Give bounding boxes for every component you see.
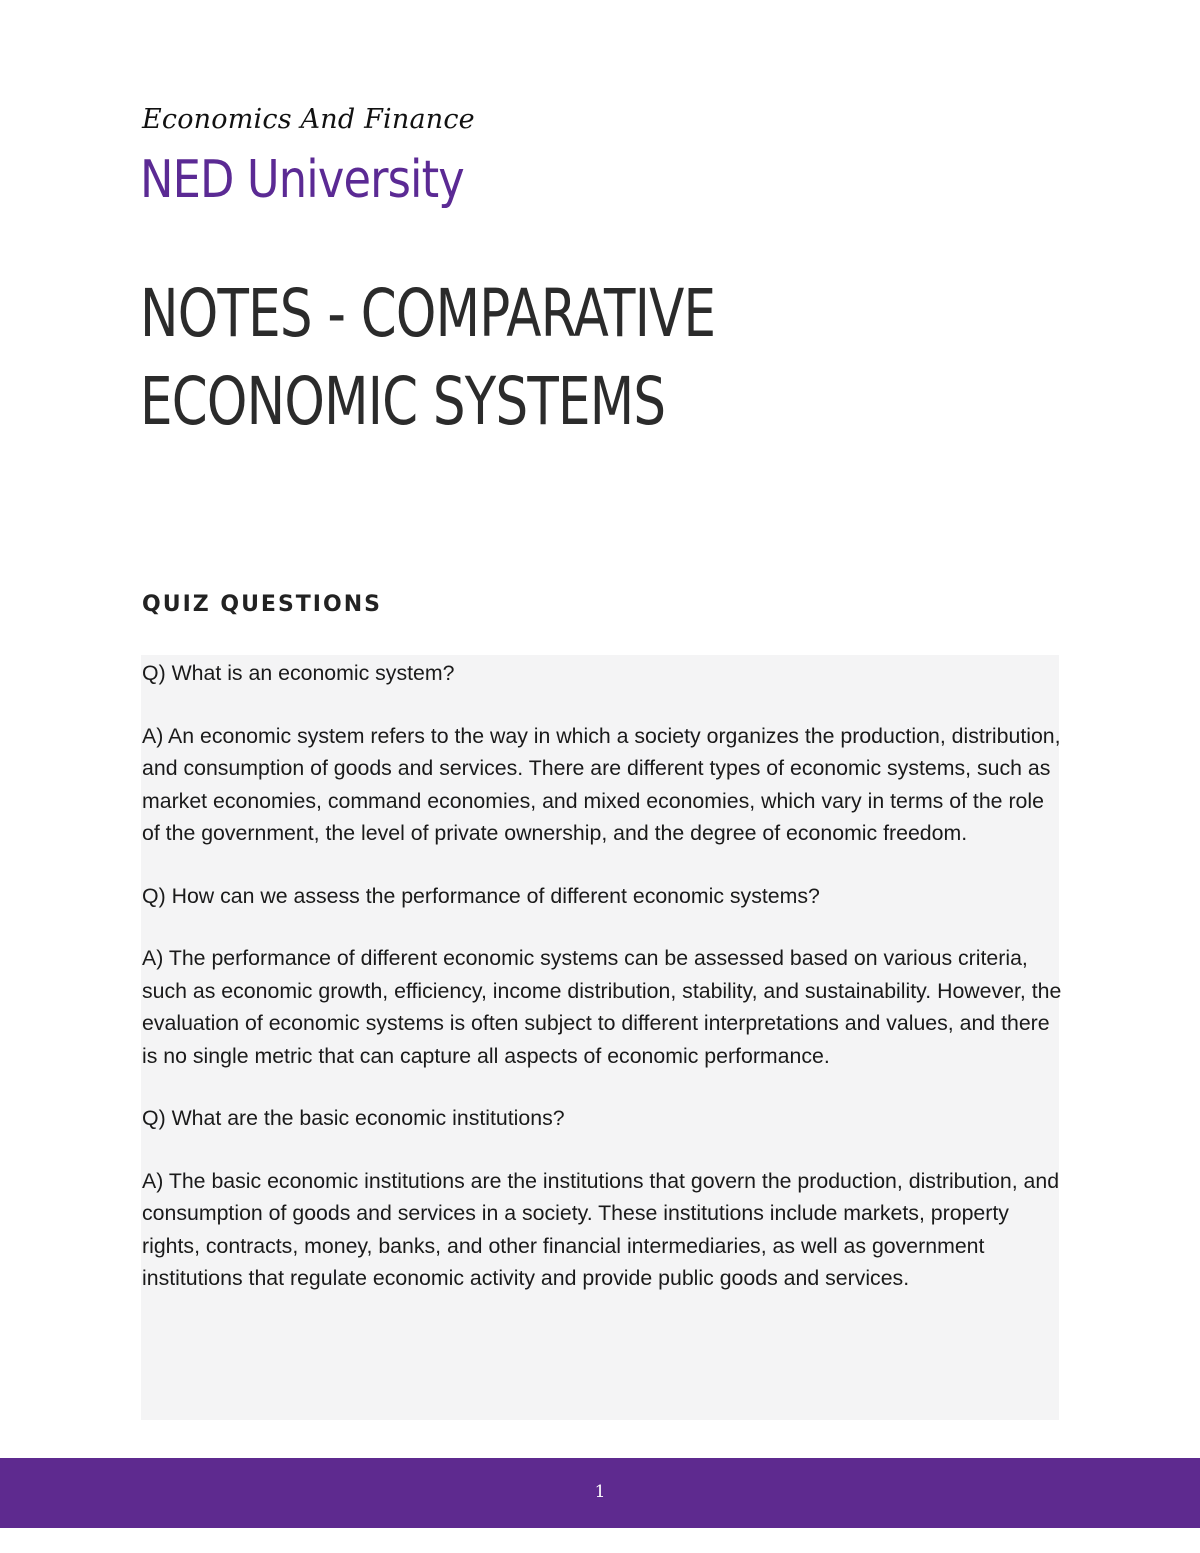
qa-panel — [142, 657, 1062, 1325]
university-name: NED University — [140, 150, 464, 210]
page-footer — [0, 1458, 1200, 1528]
answer-1: A) An economic system refers to the way in which a society organizes the production, distribution, and consumption of goods and services. There are different types of economic systems, such as market economies, command economies, and mixed economies, which vary in terms of the role of the government, the level of private ownership, and the degree of economic freedom. — [142, 723, 1061, 845]
subject-label: Economics And Finance — [142, 104, 475, 135]
question-2: Q) How can we assess the performance of different economic systems? — [142, 883, 820, 908]
answer-2: A) The performance of different economic systems can be assessed based on various criteria, such as economic growth, efficiency, income distribution, stability, and sustainability. However, the evaluation of economic systems is often subject to different interpretations and values, and there is no single metric that can capture all aspects of economic performance. — [142, 946, 1062, 1068]
answer-3: A) The basic economic institutions are the institutions that govern the production, distribution, and consumption of goods and services in a society. These institutions include markets, property rights, contracts, money, banks, and other financial intermediaries, as well as government institutions that regulate economic activity and provide public goods and services. — [142, 1168, 1060, 1290]
page-number: 1 — [594, 1482, 606, 1502]
document-title: NOTES - COMPARATIVE ECONOMIC SYSTEMS — [140, 275, 716, 440]
question-3: Q) What are the basic economic institutions? — [142, 1106, 565, 1130]
question-1: Q) What is an economic system? — [142, 661, 455, 685]
section-heading: QUIZ QUESTIONS — [142, 592, 382, 617]
